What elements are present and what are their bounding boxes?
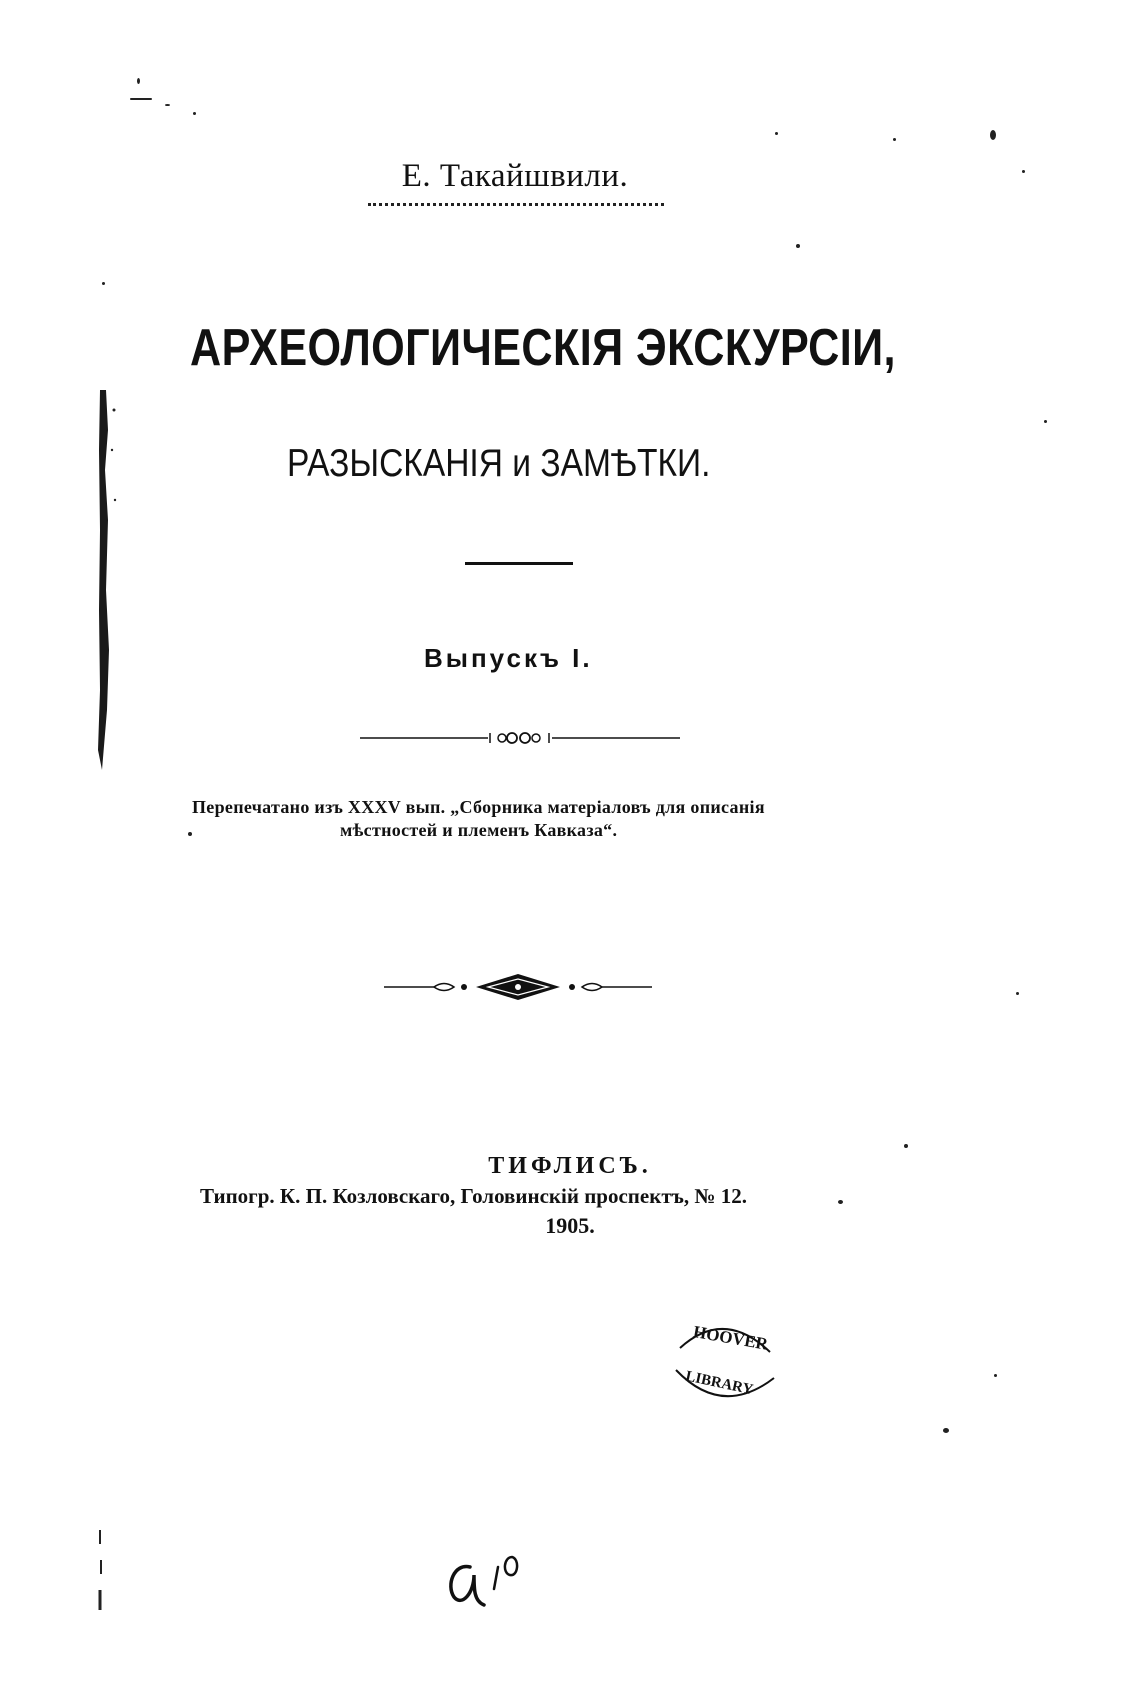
author-name: Е. Такайшвили.	[401, 158, 629, 194]
binding-edge-marks	[96, 1530, 108, 1610]
reprint-note-line-2: мѣстностей и племенъ Кавказа“.	[340, 820, 618, 840]
scan-speck	[193, 112, 196, 115]
ornament-divider-small	[360, 728, 680, 748]
ornament-divider-large	[384, 972, 652, 1002]
imprint-printer: Типогр. К. П. Козловскаго, Головинскiй проспектъ, № 12.	[200, 1184, 747, 1208]
scan-speck	[165, 104, 170, 106]
scan-speck	[893, 138, 896, 141]
scan-speck	[1044, 420, 1047, 423]
scan-speck	[130, 98, 152, 100]
scan-speck	[137, 78, 140, 84]
stamp-top-text: HOOVER	[691, 1322, 770, 1354]
author-dotted-rule	[368, 203, 664, 206]
reprint-note-line-1: Перепечатано изъ XXXV вып. „Сборника матерiаловъ для описанiя	[192, 797, 765, 817]
scan-speck	[904, 1144, 908, 1148]
title-divider-rule	[465, 562, 573, 565]
book-title: АРХЕОЛОГИЧЕСКIЯ ЭКСКУРСIИ,	[190, 319, 896, 377]
imprint-year: 1905.	[545, 1213, 595, 1238]
scan-speck	[102, 282, 105, 285]
scan-speck	[994, 1374, 997, 1377]
scan-speck	[796, 244, 800, 248]
scan-speck	[990, 130, 996, 140]
scan-speck	[838, 1200, 843, 1204]
scan-speck	[188, 832, 192, 836]
book-subtitle: РАЗЫСКАНIЯ и ЗАМѢТКИ.	[287, 442, 711, 485]
scan-speck	[1022, 170, 1025, 173]
binding-edge-shadow	[96, 390, 120, 770]
scan-speck	[943, 1428, 949, 1433]
scan-speck	[775, 132, 778, 135]
library-stamp	[662, 1312, 782, 1412]
issue-number: Выпускъ I.	[424, 643, 593, 673]
handwritten-note	[440, 1545, 540, 1615]
imprint-city: ТИФЛИСЪ.	[488, 1153, 652, 1179]
stamp-bottom-text: LIBRARY	[683, 1368, 755, 1399]
scan-speck	[1016, 992, 1019, 995]
